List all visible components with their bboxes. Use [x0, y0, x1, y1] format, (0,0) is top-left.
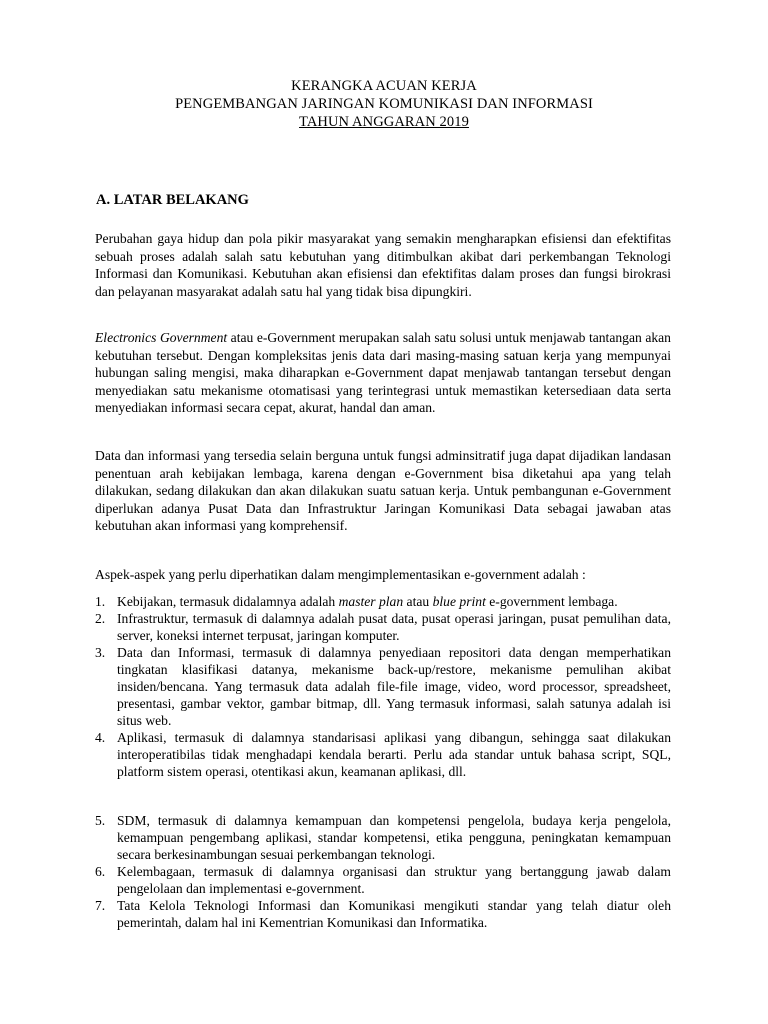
list-item-text: Data dan Informasi, termasuk di dalamnya penyediaan repositori data dengan memperhatikan tingkatan klasifikasi datanya, mekanisme back-up/restore, mekanisme pemulihan akibat insiden/bencana. Yang termasuk data adalah file-file image, video, word processor, spreadsheet, presentasi, gambar vektor, gambar bitmap, dll. Yang termasuk informasi, salah satunya adalah isi situs web. [117, 645, 671, 728]
paragraph-2-text: atau e-Government merupakan salah satu solusi untuk menjawab tantangan akan kebutuhan tersebut. Dengan kompleksitas jenis data dari masing-masing satuan kerja yang mempunyai hubungan saling mengisi, maka diharapkan e-Government dapat menjawab tantangan tersebut dengan menyediakan satu mekanisme otomatisasi yang terintegrasi untuk memastikan ketersediaan data serta menyediakan informasi secara cepat, akurat, handal dan aman. [95, 330, 671, 416]
document-title [0, 77, 768, 131]
aspect-list-part-1 [95, 593, 671, 780]
list-number: 3. [95, 645, 106, 660]
aspect-list-part-2 [95, 812, 671, 931]
paragraph-1: Perubahan gaya hidup dan pola pikir masyarakat yang semakin mengharapkan efisiensi dan efektifitas sebuah proses adalah salah satu kebutuhan yang ditimbulkan akibat dari perkembangan Teknologi Informasi dan Komunikasi. Kebutuhan akan efisiensi dan efektifitas dalam proses dan fungsi birokrasi dan pelayanan masyarakat adalah satu hal yang tidak bisa dipungkiri. [95, 231, 671, 299]
list-item-italic: master plan [338, 594, 404, 609]
list-item-text: Infrastruktur, termasuk di dalamnya adalah pusat data, pusat operasi jaringan, pusat pemulihan data, server, koneksi internet terpusat, jaringan komputer. [117, 611, 671, 643]
list-item [95, 593, 671, 610]
list-number: 6. [95, 864, 106, 879]
section-heading: A. LATAR BELAKANG [96, 192, 249, 208]
list-item-text: atau [403, 594, 433, 609]
paragraph-2 [95, 329, 671, 417]
list-number: 2. [95, 611, 106, 626]
list-item [95, 644, 671, 729]
list-item [95, 863, 671, 897]
list-number: 5. [95, 813, 106, 828]
list-item [95, 610, 671, 644]
list-number: 1. [95, 594, 106, 609]
title-line-2: PENGEMBANGAN JARINGAN KOMUNIKASI DAN INFORMASI [175, 96, 593, 112]
list-item-text: e-government lembaga. [485, 594, 618, 609]
list-item [95, 897, 671, 931]
title-line-1: KERANGKA ACUAN KERJA [291, 78, 477, 94]
list-item [95, 812, 671, 863]
list-item-text: Kelembagaan, termasuk di dalamnya organisasi dan struktur yang bertanggung jawab dalam pengelolaan dan implementasi e-government. [117, 864, 671, 896]
paragraph-4: Aspek-aspek yang perlu diperhatikan dalam mengimplementasikan e-government adalah : [95, 567, 586, 582]
list-item-text: Tata Kelola Teknologi Informasi dan Komunikasi mengikuti standar yang telah diatur oleh pemerintah, dalam hal ini Kementrian Komunikasi dan Informatika. [117, 898, 671, 930]
list-item-italic: blue print [432, 594, 486, 609]
list-number: 7. [95, 898, 106, 913]
list-item-text: Aplikasi, termasuk di dalamnya standarisasi aplikasi yang dibangun, sehingga saat dilakukan interoperatibilas tidak menghadapi kendala berarti. Perlu ada standar untuk bahasa script, SQL, platform sistem operasi, otentikasi akun, keamanan aplikasi, dll. [117, 730, 671, 779]
paragraph-3: Data dan informasi yang tersedia selain berguna untuk fungsi adminsitratif juga dapat dijadikan landasan penentuan arah kebijakan lembaga, karena dengan e-Government bisa diketahui apa yang telah dilakukan, sedang dilakukan dan akan dilakukan suatu satuan kerja. Untuk pembangunan e-Government diperlukan adanya Pusat Data dan Infrastruktur Jaringan Komunikasi Data sebagai jawaban atas kebutuhan akan informasi yang komprehensif. [95, 448, 671, 534]
list-item-text: SDM, termasuk di dalamnya kemampuan dan kompetensi pengelola, budaya kerja pengelola, kemampuan pengembang aplikasi, standar kompetensi, etika pengguna, peningkatan kemampuan secara berkesinambungan sesuai perkembangan teknologi. [117, 813, 671, 862]
paragraph-2-italic: Electronics Government [95, 330, 228, 345]
list-item [95, 729, 671, 780]
list-number: 4. [95, 730, 106, 745]
title-line-3: TAHUN ANGGARAN 2019 [299, 114, 469, 130]
list-item-text: Kebijakan, termasuk didalamnya adalah [117, 594, 339, 609]
